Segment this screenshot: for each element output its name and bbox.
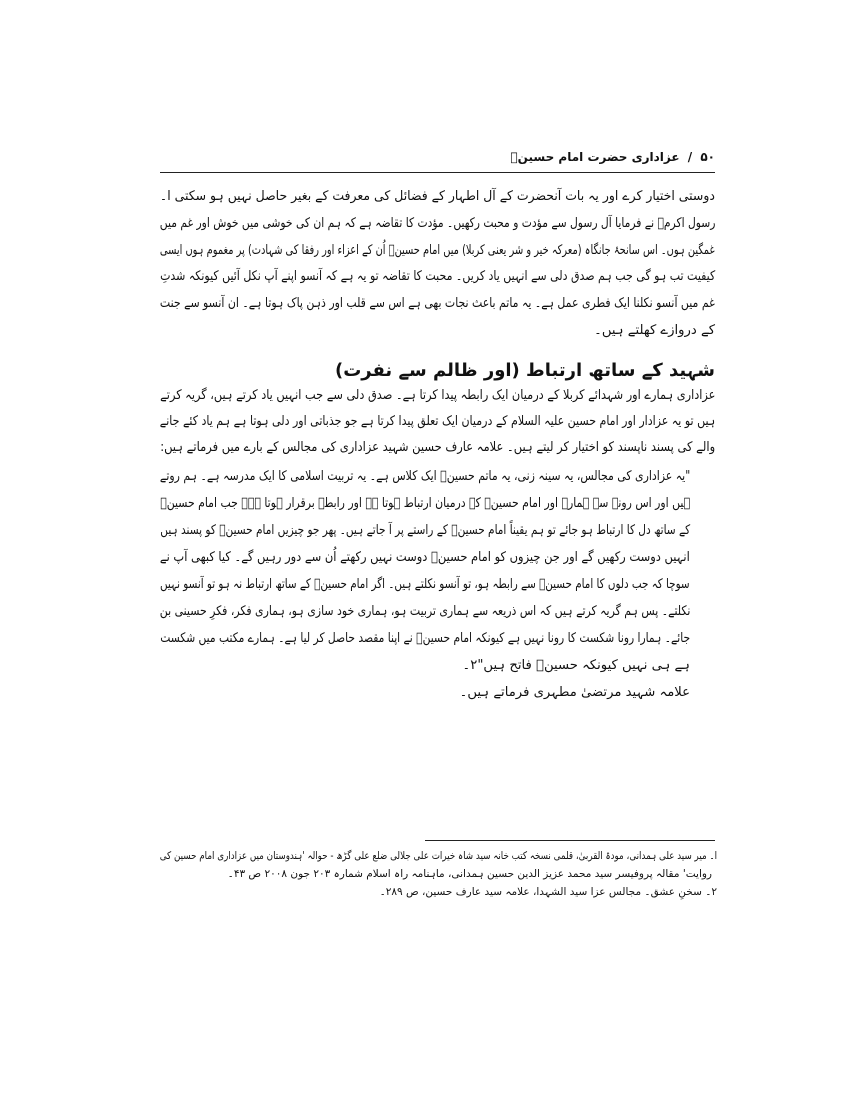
paragraph-1-line: غم میں آنسو نکلنا ایک فطری عمل ہے۔ یہ ماتم باعث نجات بھی ہے اس سے قلب اور ذہن پاک ہوتا ہے۔ ان آنسو سے جنت [160, 296, 715, 311]
paragraph-1-line: غمگین ہوں۔ اس سانحۂ جانگاہ (معرکہ خیر و شر یعنی کربلا) میں امام حسینؑ اُن کے اعزاء اور رفقا کی شہادت) پر مغموم ہوں ایسی [160, 243, 715, 258]
footnote-rule [425, 840, 715, 841]
quote-line: ہے ہی نہیں کیونکہ حسینؑ فاتح ہیں"۲۔ [462, 658, 690, 673]
paragraph-1-line: کے دروازے کھلتے ہیں۔ [594, 323, 715, 338]
footnote-line: روایت' مقالہ پروفیسر سید محمد عزیز الدین حسین ہمدانی، ماہنامہ راہ اسلام شمارہ ۲۰۳ جون ۲۰۰۸ ص ۴۳۔ [227, 868, 712, 880]
header-rule [160, 172, 715, 173]
running-title: عزاداری حضرت امام حسینؑ [510, 150, 680, 164]
footnote-line: ا۔ میر سید علی ہمدانی، مودۃ القربیٰ، قلمی نسخہ کتب خانہ سید شاہ خیرات علی جلالی ضلع علی گڑھ - حوالہ 'ہندوستان میں عزاداری امام حسین کی [159, 850, 717, 862]
running-header [160, 150, 715, 172]
paragraph-1-line: کیفیت تب ہو گی جب ہم صدق دلی سے انہیں یاد کریں۔ محبت کا تقاضہ تو یہ ہے کہ آنسو اپنے آپ نکل آئیں کیونکہ شدتِ [159, 269, 715, 284]
quote-line: سوچا کہ جب دلوں کا امام حسینؑ سے رابطہ ہو، تو آنسو نکلتے ہیں۔ اگر امام حسینؑ کے ساتھ ارتباط نہ ہو تو آنسو نہیں [160, 577, 690, 592]
quote-line: ہیں اور اس رونے سے ہمارے اور امام حسینؑ کے درمیان ارتباط ہوتا ہے اور رابطہ برقرار ہوتا ہے۔ جب امام حسینؑ [160, 496, 690, 511]
paragraph-1-line: دوستی اختیار کرے اور یہ بات آنحضرت کے آل اطہار کے فضائل کی معرفت کے بغیر حاصل نہیں ہو سکتی ا۔ [160, 189, 715, 204]
quote-line: جائے۔ ہمارا رونا شکست کا رونا نہیں ہے کیونکہ امام حسینؑ نے اپنا مقصد حاصل کر لیا ہے۔ ہمارے مکتب میں شکست [160, 631, 690, 646]
paragraph-2-line: والے کی پسند ناپسند کو اختیار کر لیتے ہیں۔ علامہ عارف حسین شہید عزاداری کی مجالس کے بارے میں فرماتے ہیں: [160, 440, 715, 455]
paragraph-2-line: عزاداری ہمارے اور شہدائے کربلا کے درمیان ایک رابطہ پیدا کرتا ہے۔ صدق دلی سے جب انہیں یاد کرتے ہیں، گریہ کرتے [159, 388, 715, 403]
section-heading: شہید کے ساتھ ارتباط (اور ظالم سے نفرت) [334, 360, 715, 381]
quote-attribution-line: علامہ شہید مرتضیٰ مطہری فرماتے ہیں۔ [459, 685, 690, 700]
header-separator: / [687, 150, 693, 164]
quote-line: "یہ عزاداری کی مجالس، یہ سینہ زنی، یہ ماتم حسینؑ ایک کلاس ہے۔ یہ تربیت اسلامی کا ایک مدرسہ ہے۔ ہم روتے [159, 469, 690, 484]
paragraph-1-line: رسول اکرمؐ نے فرمایا آل رسول سے مؤدت و محبت رکھیں۔ مؤدت کا تقاضہ ہے کہ ہم ان کی خوشی میں خوش اور غم میں [159, 216, 715, 231]
footnote-line: ۲۔ سخنِ عشق۔ مجالس عزا سید الشہدا، علامہ سید عارف حسین، ص ۲۸۹۔ [379, 886, 717, 898]
paragraph-2-line: ہیں تو یہ عزادار اور امام حسین علیہ السلام کے درمیان ایک تعلق پیدا کرتا ہے جو جذباتی اور دلی ہوتا ہے ہم یاد کئے جانے [159, 414, 715, 429]
quote-line: نکلتے۔ پس ہم گریہ کرتے ہیں کہ اس ذریعہ سے ہماری تربیت ہو، ہماری خود سازی ہو، ہماری فکر، فکرِ حسینی بن [159, 604, 690, 619]
quote-line: کے ساتھ دل کا ارتباط ہو جائے تو ہم یقیناً امام حسینؑ کے راستے پر آ جاتے ہیں۔ پھر جو چیزیں امام حسینؑ کو پسند ہیں [160, 523, 690, 538]
page-number: ۵۰ [700, 150, 715, 164]
quote-line: انہیں دوست رکھیں گے اور جن چیزوں کو امام حسینؑ دوست نہیں رکھتے اُن سے دور رہیں گے۔ کیا کبھی آپ نے [160, 550, 690, 565]
